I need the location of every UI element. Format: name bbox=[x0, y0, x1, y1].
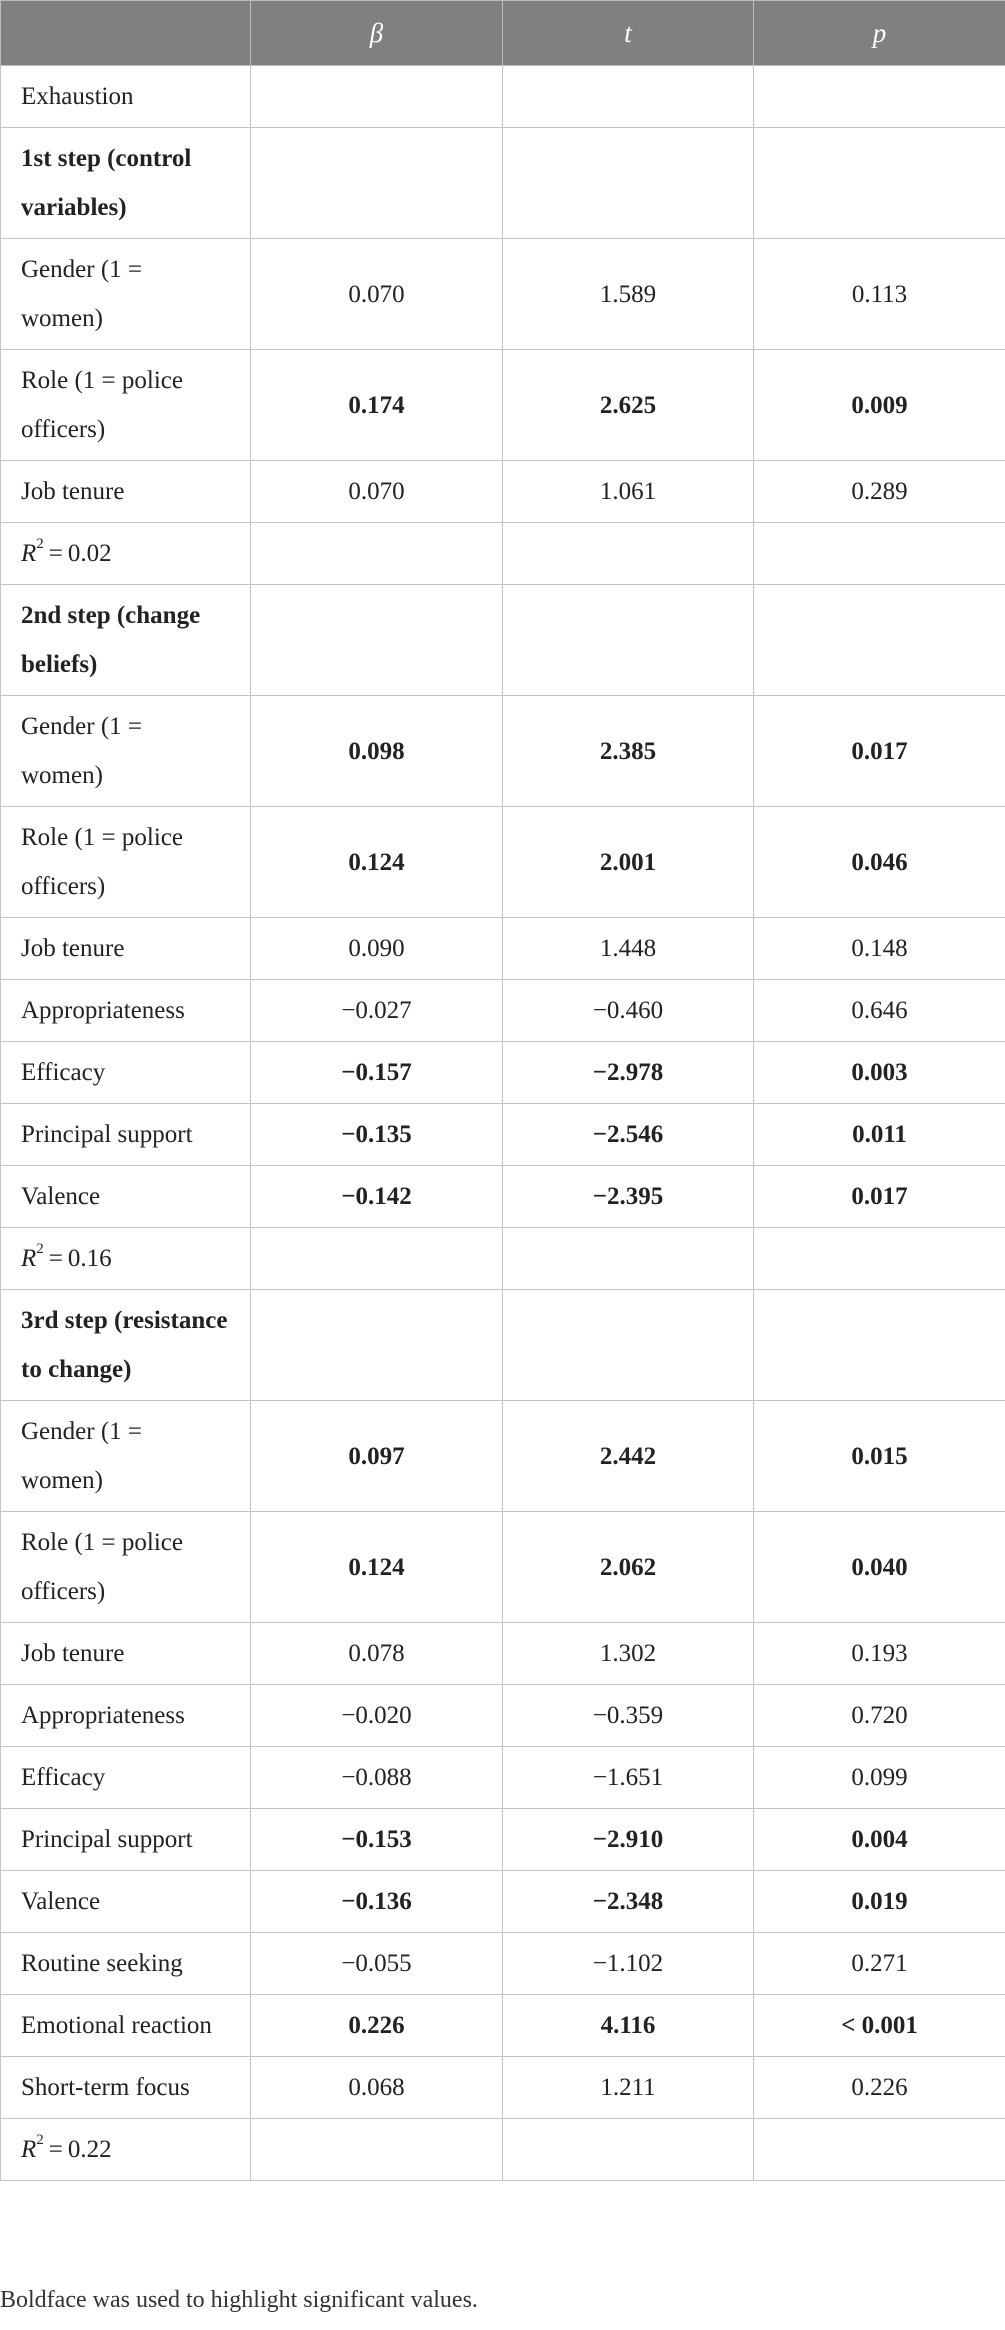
cell-p: 0.017 bbox=[754, 696, 1005, 807]
r-squared-value: 0.22 bbox=[67, 2136, 112, 2163]
table-row bbox=[1, 1995, 1005, 2057]
table-row bbox=[1, 66, 1005, 128]
cell-p bbox=[754, 2119, 1005, 2181]
row-label: Role (1 = police officers) bbox=[1, 807, 251, 918]
cell-p: 0.193 bbox=[754, 1623, 1005, 1685]
table-row bbox=[1, 128, 1005, 239]
cell-t bbox=[503, 2119, 754, 2181]
cell-beta: 0.124 bbox=[251, 1512, 503, 1623]
row-label: Valence bbox=[1, 1166, 251, 1228]
table-row bbox=[1, 1512, 1005, 1623]
table-row bbox=[1, 1623, 1005, 1685]
r-squared-label: $R^2 = 0.22$ bbox=[1, 2119, 251, 2181]
cell-p: 0.226 bbox=[754, 2057, 1005, 2119]
row-label: Job tenure bbox=[1, 1623, 251, 1685]
r-squared-value: 0.02 bbox=[67, 540, 112, 567]
cell-t: −2.395 bbox=[503, 1166, 754, 1228]
table-row bbox=[1, 1747, 1005, 1809]
cell-t: 4.116 bbox=[503, 1995, 754, 2057]
table-row bbox=[1, 980, 1005, 1042]
cell-beta: 0.070 bbox=[251, 461, 503, 523]
row-label: Appropriateness bbox=[1, 1685, 251, 1747]
table-row bbox=[1, 1933, 1005, 1995]
table-row bbox=[1, 239, 1005, 350]
row-label: Routine seeking bbox=[1, 1933, 251, 1995]
cell-beta bbox=[251, 2119, 503, 2181]
cell-p: 0.009 bbox=[754, 350, 1005, 461]
cell-beta: −0.136 bbox=[251, 1871, 503, 1933]
cell-beta: 0.124 bbox=[251, 807, 503, 918]
table-row bbox=[1, 1290, 1005, 1401]
cell-p: 0.040 bbox=[754, 1512, 1005, 1623]
cell-p: 0.271 bbox=[754, 1933, 1005, 1995]
cell-beta bbox=[251, 1228, 503, 1290]
cell-beta: −0.135 bbox=[251, 1104, 503, 1166]
row-label: Role (1 = police officers) bbox=[1, 1512, 251, 1623]
cell-p bbox=[754, 1228, 1005, 1290]
cell-beta: 0.174 bbox=[251, 350, 503, 461]
cell-t bbox=[503, 1228, 754, 1290]
row-label: 2nd step (change beliefs) bbox=[1, 585, 251, 696]
table-row bbox=[1, 1871, 1005, 1933]
cell-beta bbox=[251, 66, 503, 128]
cell-p: 0.289 bbox=[754, 461, 1005, 523]
cell-t: 1.302 bbox=[503, 1623, 754, 1685]
cell-t: −1.651 bbox=[503, 1747, 754, 1809]
cell-p: 0.113 bbox=[754, 239, 1005, 350]
table-row bbox=[1, 1809, 1005, 1871]
cell-beta: 0.226 bbox=[251, 1995, 503, 2057]
row-label: Gender (1 = women) bbox=[1, 239, 251, 350]
column-header-label bbox=[1, 1, 251, 66]
cell-t: 1.061 bbox=[503, 461, 754, 523]
column-header-p: p bbox=[754, 1, 1005, 66]
cell-p bbox=[754, 66, 1005, 128]
table-footnote: Boldface was used to highlight significant values. bbox=[0, 2287, 478, 2313]
cell-t: 2.442 bbox=[503, 1401, 754, 1512]
cell-beta bbox=[251, 1290, 503, 1401]
cell-beta: −0.153 bbox=[251, 1809, 503, 1871]
cell-t: −2.348 bbox=[503, 1871, 754, 1933]
cell-beta: −0.055 bbox=[251, 1933, 503, 1995]
cell-p: 0.646 bbox=[754, 980, 1005, 1042]
cell-beta bbox=[251, 523, 503, 585]
row-label: Appropriateness bbox=[1, 980, 251, 1042]
cell-beta: 0.090 bbox=[251, 918, 503, 980]
cell-p: 0.148 bbox=[754, 918, 1005, 980]
cell-beta: −0.020 bbox=[251, 1685, 503, 1747]
cell-p: < 0.001 bbox=[754, 1995, 1005, 2057]
table-row bbox=[1, 918, 1005, 980]
cell-t: 2.625 bbox=[503, 350, 754, 461]
row-label: Role (1 = police officers) bbox=[1, 350, 251, 461]
cell-beta: −0.142 bbox=[251, 1166, 503, 1228]
row-label: Gender (1 = women) bbox=[1, 1401, 251, 1512]
r-squared-value: 0.16 bbox=[67, 1245, 112, 1272]
cell-beta: −0.088 bbox=[251, 1747, 503, 1809]
r-squared-label: $R^2 = 0.02$ bbox=[1, 523, 251, 585]
table-row bbox=[1, 1166, 1005, 1228]
table-row bbox=[1, 461, 1005, 523]
cell-t: 2.001 bbox=[503, 807, 754, 918]
cell-p: 0.015 bbox=[754, 1401, 1005, 1512]
cell-p: 0.019 bbox=[754, 1871, 1005, 1933]
cell-t bbox=[503, 585, 754, 696]
column-header-t: t bbox=[503, 1, 754, 66]
row-label: Job tenure bbox=[1, 461, 251, 523]
cell-t bbox=[503, 128, 754, 239]
cell-t: 2.385 bbox=[503, 696, 754, 807]
row-label: Emotional reaction bbox=[1, 1995, 251, 2057]
cell-beta: 0.070 bbox=[251, 239, 503, 350]
cell-p bbox=[754, 128, 1005, 239]
cell-t: −0.460 bbox=[503, 980, 754, 1042]
cell-p: 0.003 bbox=[754, 1042, 1005, 1104]
cell-p: 0.099 bbox=[754, 1747, 1005, 1809]
table-row bbox=[1, 696, 1005, 807]
table-row bbox=[1, 1401, 1005, 1512]
row-label: Valence bbox=[1, 1871, 251, 1933]
cell-beta bbox=[251, 585, 503, 696]
r-squared-label: $R^2 = 0.16$ bbox=[1, 1228, 251, 1290]
cell-beta: 0.097 bbox=[251, 1401, 503, 1512]
row-label: Principal support bbox=[1, 1104, 251, 1166]
row-label: Efficacy bbox=[1, 1042, 251, 1104]
row-label: Gender (1 = women) bbox=[1, 696, 251, 807]
cell-beta: 0.068 bbox=[251, 2057, 503, 2119]
table-body bbox=[1, 66, 1005, 2181]
row-label: Job tenure bbox=[1, 918, 251, 980]
row-label: 1st step (control variables) bbox=[1, 128, 251, 239]
cell-p: 0.720 bbox=[754, 1685, 1005, 1747]
cell-p bbox=[754, 523, 1005, 585]
cell-p: 0.046 bbox=[754, 807, 1005, 918]
row-label: Short-term focus bbox=[1, 2057, 251, 2119]
cell-p bbox=[754, 585, 1005, 696]
table-row bbox=[1, 585, 1005, 696]
cell-t bbox=[503, 66, 754, 128]
cell-t: −0.359 bbox=[503, 1685, 754, 1747]
table-row bbox=[1, 1042, 1005, 1104]
cell-beta: −0.157 bbox=[251, 1042, 503, 1104]
cell-t bbox=[503, 1290, 754, 1401]
table-row bbox=[1, 807, 1005, 918]
cell-p: 0.017 bbox=[754, 1166, 1005, 1228]
table-row bbox=[1, 2119, 1005, 2181]
table-row bbox=[1, 1228, 1005, 1290]
table-row bbox=[1, 2057, 1005, 2119]
cell-p: 0.004 bbox=[754, 1809, 1005, 1871]
cell-t: 1.211 bbox=[503, 2057, 754, 2119]
table-row bbox=[1, 1104, 1005, 1166]
table-header-row bbox=[1, 1, 1005, 66]
cell-t: −1.102 bbox=[503, 1933, 754, 1995]
cell-t: −2.910 bbox=[503, 1809, 754, 1871]
cell-t: 1.589 bbox=[503, 239, 754, 350]
cell-t bbox=[503, 523, 754, 585]
table-row bbox=[1, 523, 1005, 585]
table-row bbox=[1, 350, 1005, 461]
cell-beta bbox=[251, 128, 503, 239]
row-label: Principal support bbox=[1, 1809, 251, 1871]
cell-beta: 0.098 bbox=[251, 696, 503, 807]
cell-beta: −0.027 bbox=[251, 980, 503, 1042]
cell-t: 2.062 bbox=[503, 1512, 754, 1623]
cell-t: 1.448 bbox=[503, 918, 754, 980]
row-label: Efficacy bbox=[1, 1747, 251, 1809]
cell-p bbox=[754, 1290, 1005, 1401]
row-label: Exhaustion bbox=[1, 66, 251, 128]
column-header-beta: β bbox=[251, 1, 503, 66]
cell-p: 0.011 bbox=[754, 1104, 1005, 1166]
row-label: 3rd step (resistance to change) bbox=[1, 1290, 251, 1401]
cell-t: −2.978 bbox=[503, 1042, 754, 1104]
cell-beta: 0.078 bbox=[251, 1623, 503, 1685]
cell-t: −2.546 bbox=[503, 1104, 754, 1166]
table-row bbox=[1, 1685, 1005, 1747]
